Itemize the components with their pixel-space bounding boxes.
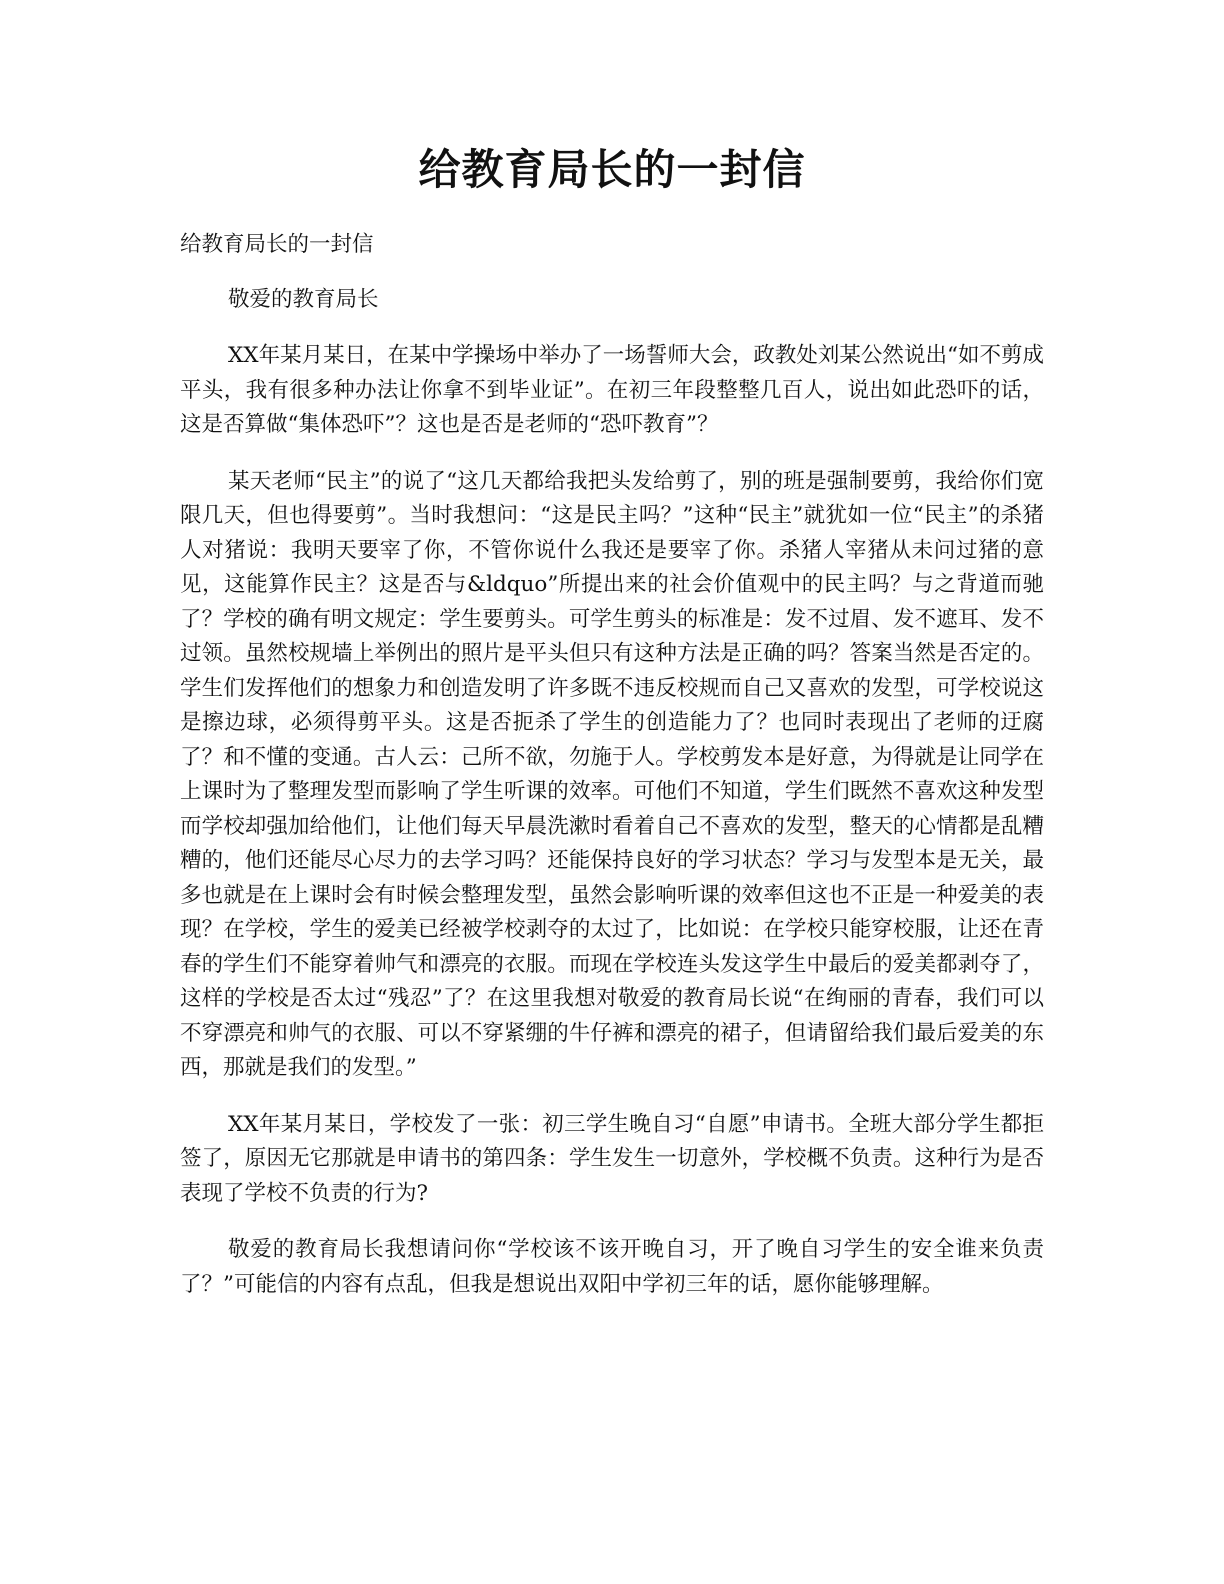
document-body bbox=[180, 228, 1044, 1324]
paragraph-4: 敬爱的教育局长我想请问你“学校该不该开晚自习，开了晚自习学生的安全谁来负责了？”可能信的内容有点乱，但我是想说出双阳中学初三年的话，愿你能够理解。 bbox=[180, 1237, 1044, 1297]
paragraph-3: XX年某月某日，学校发了一张：初三学生晚自习“自愿”申请书。全班大部分学生都拒签了，原因无它那就是申请书的第四条：学生发生一切意外，学校概不负责。这种行为是否表现了学校不负责的行为? bbox=[180, 1111, 1044, 1206]
paragraph-1: XX年某月某日，在某中学操场中举办了一场誓师大会，政教处刘某公然说出“如不剪成平头，我有很多种办法让你拿不到毕业证”。在初三年段整整几百人，说出如此恐吓的话，这是否算做“集体恐吓”？这也是否是老师的“恐吓教育”？ bbox=[180, 343, 1044, 437]
salutation: 敬爱的教育局长 bbox=[228, 286, 379, 312]
document-title: 给教育局长的一封信 bbox=[418, 145, 806, 194]
document-subtitle: 给教育局长的一封信 bbox=[180, 232, 374, 257]
paragraph-2: 某天老师“民主”的说了“这几天都给我把头发给剪了，别的班是强制要剪，我给你们宽限几天，但也得要剪”。当时我想问：“这是民主吗？”这种“民主”就犹如一位“民主”的杀猪人对猪说：我明天要宰了你，不管你说什么我还是要宰了你。杀猪人宰猪从未问过猪的意见，这能算作民主？这是否与&ldquo”所提出来的社会价值观中的民主吗？与之背道而驰了？学校的确有明文规定：学生要剪头。可学生剪头的标准是：发不过眉、发不遮耳、发不过领。虽然校规墙上举例出的照片是平头但只有这种方法是正确的吗？答案当然是否定的。学生们发挥他们的想象力和创造发明了许多既不违反校规而自己又喜欢的发型，可学校说这是擦边球，必须得剪平头。这是否扼杀了学生的创造能力了？也同时表现出了老师的迂腐了？和不懂的变通。古人云：己所不欲，勿施于人。学校剪发本是好意，为得就是让同学在上课时为了整理发型而影响了学生听课的效率。可他们不知道，学生们既然不喜欢这种发型而学校却强加给他们，让他们每天早晨洗漱时看着自己不喜欢的发型，整天的心情都是乱糟糟的，他们还能尽心尽力的去学习吗？还能保持良好的学习状态？学习与发型本是无关，最多也就是在上课时会有时候会整理发型，虽然会影响听课的效率但这也不正是一种爱美的表现？在学校，学生的爱美已经被学校剥夺的太过了，比如说：在学校只能穿校服，让还在青春的学生们不能穿着帅气和漂亮的衣服。而现在学校连头发这学生中最后的爱美都剥夺了，这样的学校是否太过“残忍”了？在这里我想对敬爱的教育局长说“在绚丽的青春，我们可以不穿漂亮和帅气的衣服、可以不穿紧绷的牛仔裤和漂亮的裙子，但请留给我们最后爱美的东西，那就是我们的发型。” bbox=[180, 468, 1044, 1080]
